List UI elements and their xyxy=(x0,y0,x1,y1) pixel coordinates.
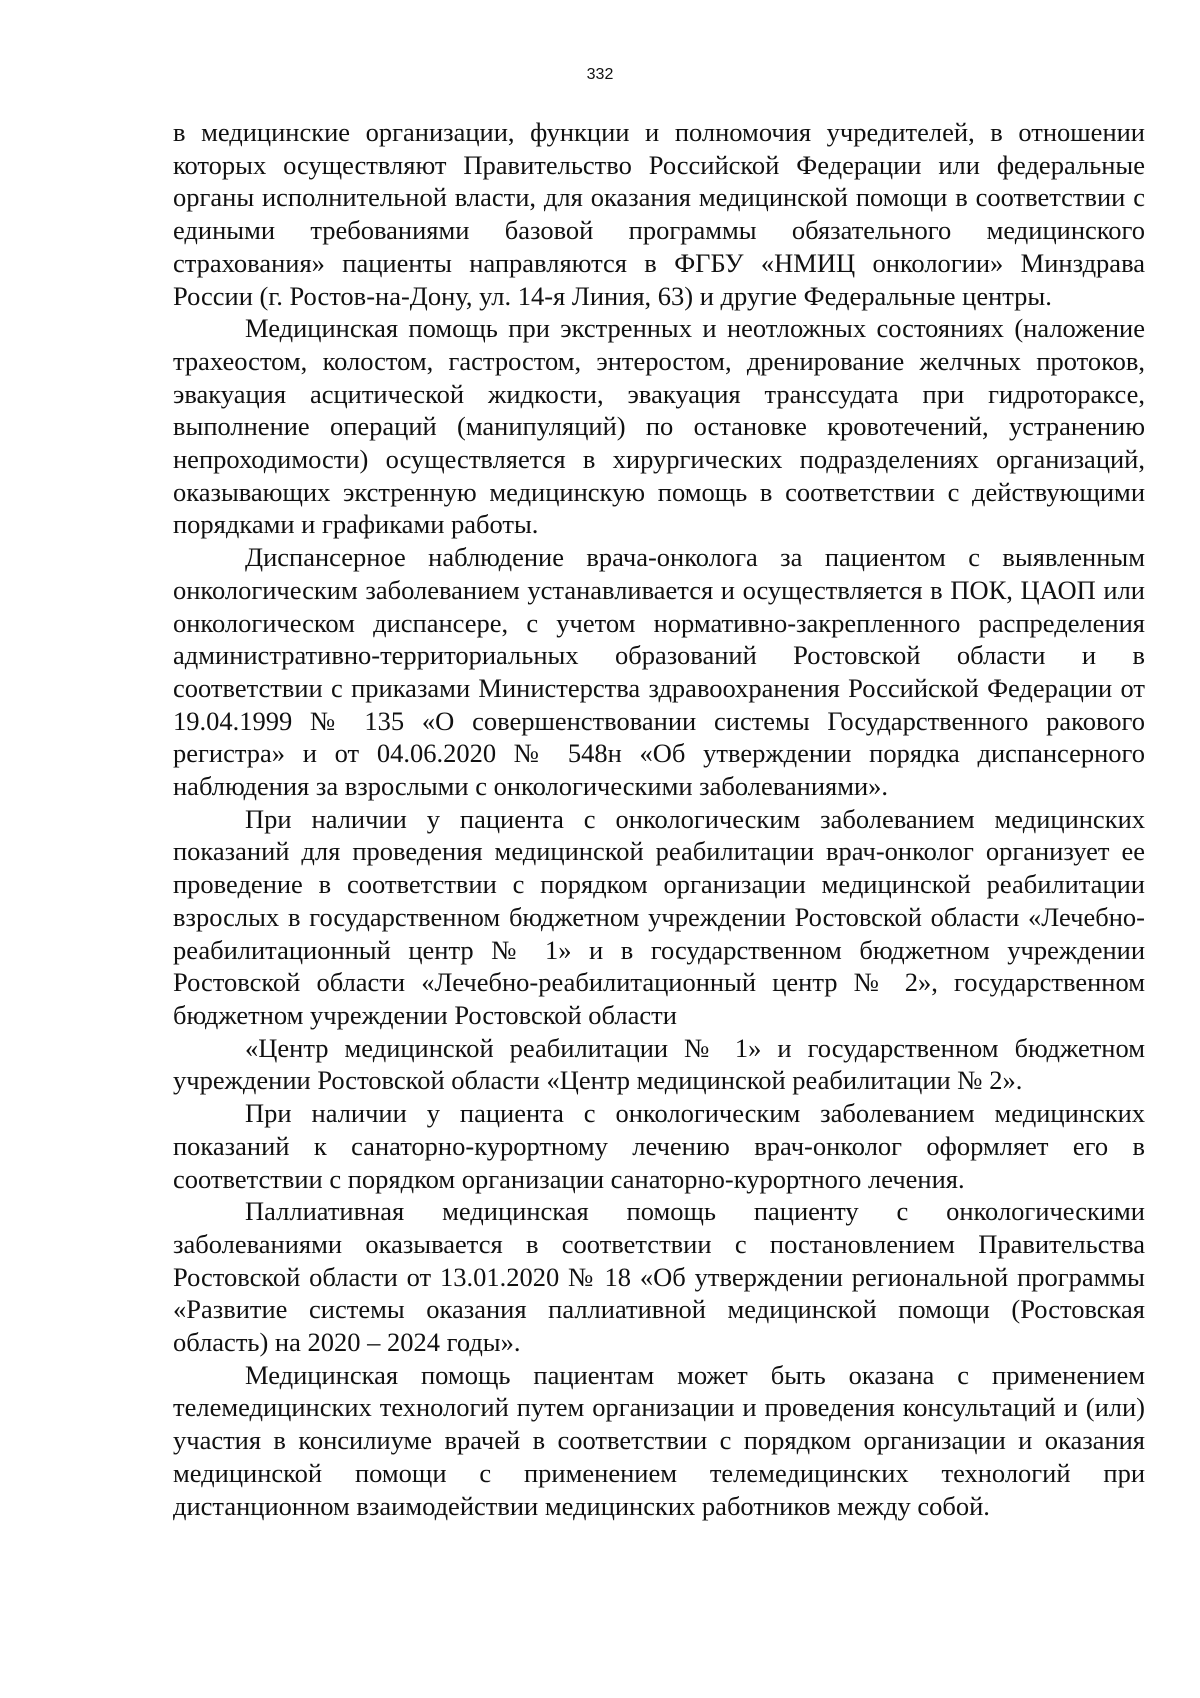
page-number: 332 xyxy=(586,66,614,83)
paragraph-rehabilitation-centers: «Центр медицинской реабилитации № 1» и государственном бюджетном учреждении Ростовской области «Центр медицинской реабилитации № 2». xyxy=(173,1032,1145,1096)
paragraph-federal-centers: в медицинские организации, функции и полномочия учредителей, в отношении которых осуществляют Правительство Российской Федерации или федеральные органы исполнительной власти, для оказания медицинской помощи в соответствии с едиными требованиями базовой программы обязательного медицинского страхования» пациенты направляются в ФГБУ «НМИЦ онкологии» Минздрава России (г. Ростов-на-Дону, ул. 14-я Линия, 63) и другие Федеральные центры. xyxy=(173,117,1145,311)
paragraph-sanatorium-treatment: При наличии у пациента с онкологическим заболеванием медицинских показаний к санаторно-курортному лечению врач-онколог оформляет его в соответствии с порядком организации санаторно-курортного лечения. xyxy=(173,1098,1145,1194)
paragraph-palliative-care: Паллиативная медицинская помощь пациенту с онкологическими заболеваниями оказывается в соответствии с постановлением Правительства Ростовской области от 13.01.2020 № 18 «Об утверждении региональной программы «Развитие системы оказания паллиативной медицинской помощи (Ростовская область) на 2020 – 2024 годы». xyxy=(173,1196,1145,1358)
document-body xyxy=(173,116,1145,1522)
paragraph-emergency-care: Медицинская помощь при экстренных и неотложных состояниях (наложение трахеостом, колостом, гастростом, энтеростом, дренирование желчных протоков, эвакуация асцитической жидкости, эвакуация транссудата при гидротораксе, выполнение операций (манипуляций) по остановке кровотечений, устранению непроходимости) осуществляется в хирургических подразделениях организаций, оказывающих экстренную медицинскую помощь в соответствии с действующими порядками и графиками работы. xyxy=(173,313,1145,540)
paragraph-dispensary-observation: Диспансерное наблюдение врача-онколога за пациентом с выявленным онкологическим заболеванием устанавливается и осуществляется в ПОК, ЦАОП или онкологическом диспансере, с учетом нормативно-закрепленного распределения административно-территориальных образований Ростовской области и в соответствии с приказами Министерства здравоохранения Российской Федерации от 19.04.1999 № 135 «О совершенствовании системы Государственного ракового регистра» и от 04.06.2020 № 548н «Об утверждении порядка диспансерного наблюдения за взрослыми с онкологическими заболеваниями». xyxy=(173,542,1145,802)
paragraph-telemedicine: Медицинская помощь пациентам может быть оказана с применением телемедицинских технологий путем организации и проведения консультаций и (или) участия в консилиуме врачей в соответствии с порядком организации и оказания медицинской помощи с применением телемедицинских технологий при дистанционном взаимодействии медицинских работников между собой. xyxy=(173,1359,1145,1521)
paragraph-rehabilitation: При наличии у пациента с онкологическим заболеванием медицинских показаний для проведения медицинской реабилитации врач-онколог организует ее проведение в соответствии с порядком организации медицинской реабилитации взрослых в государственном бюджетном учреждении Ростовской области «Лечебно-реабилитационный центр № 1» и в государственном бюджетном учреждении Ростовской области «Лечебно-реабилитационный центр № 2», государственном бюджетном учреждении Ростовской области xyxy=(173,803,1145,1030)
